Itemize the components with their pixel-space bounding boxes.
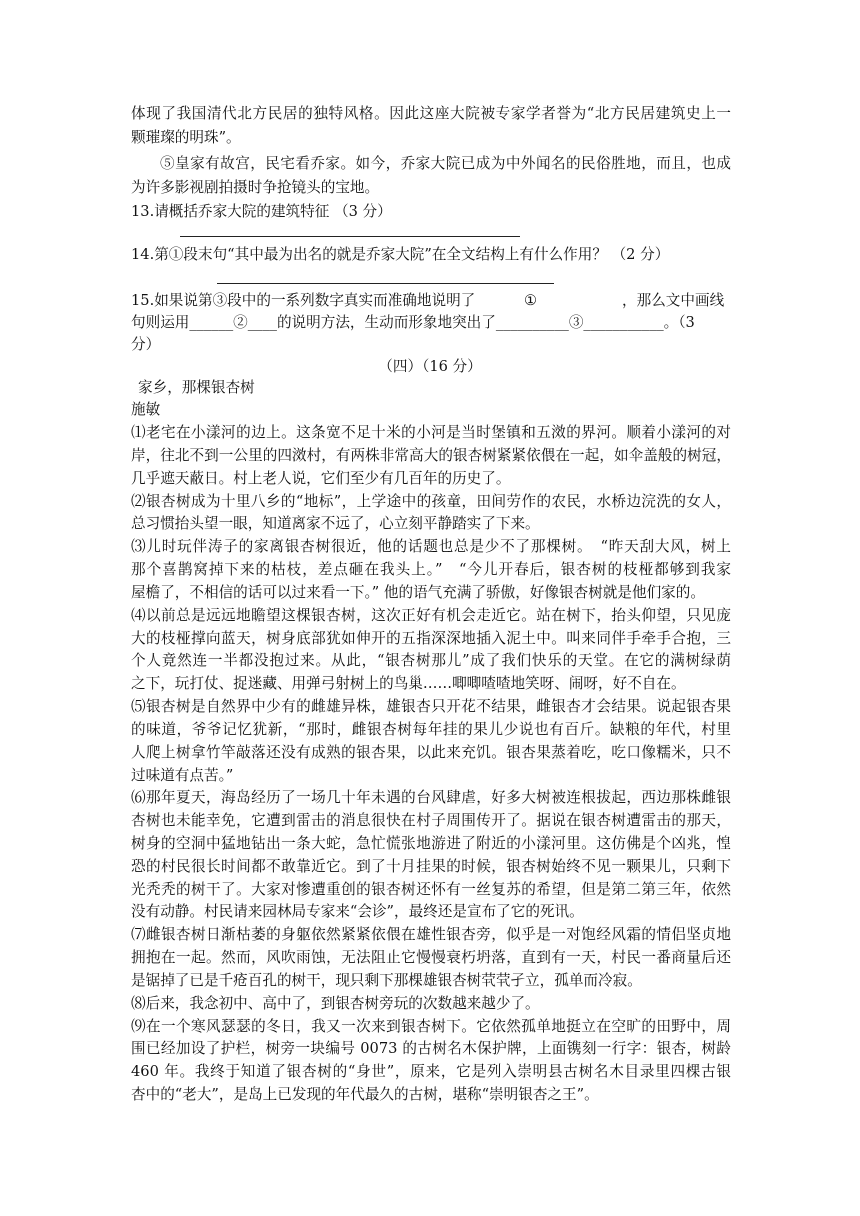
article-paragraph-5-line-1: ⑸银杏树是自然界中少有的雌雄异株，雄银杏只开花不结果，雌银杏才会结果。说起银杏果 [131, 698, 731, 715]
article-paragraph-4-line-2: 大的枝桠撑向蓝天，树身底部犹如伸开的五指深深地插入泥土中。叫来同伴手牵手合抱，三 [131, 629, 731, 647]
p4-tail-line-2: 颗璀璨的明珠”。 [131, 129, 241, 146]
article-paragraph-4-line-1: ⑷以前总是远远地瞻望这棵银杏树，这次正好有机会走近它。站在树下，抬头仰望，只见庞 [131, 606, 731, 624]
question-15-mark-1: ① [524, 292, 538, 309]
article-paragraph-4-line-4: 之下，玩打仗、捉迷藏、用弹弓射树上的鸟巢……唧唧喳喳地笑呀、闹呀，好不自在。 [131, 675, 686, 693]
article-paragraph-6-line-5: 光秃秃的树干了。大家对惨遭重创的银杏树还怀有一丝复苏的希望，但是第二第三年，依然 [131, 880, 731, 898]
p5-line-1: ⑤皇家有故宫，民宅看乔家。如今，乔家大院已成为中外闻名的民俗胜地，而且，也成 [160, 155, 731, 172]
answer-line-14 [217, 283, 554, 284]
article-paragraph-3-line-2: 那个喜鹊窝掉下来的枯枝，差点砸在我头上。” “今儿开春后，银杏树的枝桠都够到我家 [131, 561, 731, 578]
answer-line-13 [180, 236, 520, 237]
article-paragraph-5-line-4: 过味道有点苦。” [131, 766, 234, 784]
section-4-header: （四）（16 分） [378, 358, 482, 375]
article-paragraph-7-line-2: 拥抱在一起。然而，风吹雨蚀，无法阻止它慢慢衰朽坍落，直到有一天，村民一番商量后还 [131, 949, 731, 967]
article-paragraph-9-line-3: 460 年。我终于知道了银杏树的“身世”，原来，它是列入崇明县古树名木目录里四棵古银 [131, 1063, 731, 1081]
p4-tail-line-1: 体现了我国清代北方民居的独特风格。因此这座大院被专家学者誉为“北方民居建筑史上一 [131, 105, 731, 122]
article-paragraph-2-line-2: 总习惯抬头望一眼，知道离家不远了，心立刻平静踏实了下来。 [131, 515, 540, 533]
article-paragraph-6-line-3: 树身的空洞中猛地钻出一条大蛇，急忙慌张地游进了附近的小漾河里。这仿佛是个凶兆，惶 [131, 834, 731, 852]
article-paragraph-1-line-3: 几乎遮天蔽日。村上老人说，它们至少有几百年的历史了。 [131, 469, 511, 487]
article-paragraph-3-line-1: ⑶儿时玩伴涛子的家离银杏树很近，他的话题也总是少不了那棵树。 “昨天刮大风，树上 [131, 538, 731, 556]
question-13: 13.请概括乔家大院的建筑特征 （3 分） [131, 203, 392, 220]
article-paragraph-4-line-3: 个人竟然连一半都没抱过来。从此，“银杏树那儿”成了我们快乐的天堂。在它的满树绿荫 [131, 652, 731, 670]
article-paragraph-7-line-1: ⑺雌银杏树日渐枯萎的身躯依然紧紧依偎在雄性银杏旁，似乎是一对饱经风霜的情侣坚贞地 [131, 926, 731, 944]
article-paragraph-5-line-3: 人爬上树拿竹竿敲落还没有成熟的银杏果，以此来充饥。银杏果蒸着吃，吃口像糯米，只不 [131, 743, 731, 761]
article-paragraph-3-line-3: 屋檐了，不相信的话可以过来看一下。” 他的语气充满了骄傲，好像银杏树就是他们家的。 [131, 583, 705, 601]
article-paragraph-6-line-6: 没有动静。村民请来园林局专家来“会诊”，最终还是宣布了它的死讯。 [131, 903, 584, 921]
question-15-line-2: 句则运用______②____的说明方法，生动而形象地突出了__________③___________。（3 [131, 314, 695, 331]
p5-line-2: 为许多影视剧拍摄时争抢镜头的宝地。 [131, 179, 380, 196]
article-paragraph-9-line-1: ⑼在一个寒风瑟瑟的冬日，我又一次来到银杏树下。它依然孤单地挺立在空旷的田野中，周 [131, 1017, 731, 1035]
question-15-line-3: 分） [131, 336, 161, 353]
article-paragraph-9-line-4: 杏中的“老大”，是岛上已发现的年代最久的古树，堪称“崇明银杏之王”。 [131, 1086, 599, 1104]
question-14: 14.第①段末句“其中最为出名的就是乔家大院”在全文结构上有什么作用？ （2 分） [131, 246, 670, 263]
article-paragraph-6-line-4: 恐的村民很长时间都不敢靠近它。到了十月挂果的时候，银杏树始终不见一颗果儿，只剩下 [131, 857, 731, 875]
article-paragraph-1-line-2: 岸，往北不到一公里的四滧村，有两株非常高大的银杏树紧紧依偎在一起，如伞盖般的树冠， [131, 446, 731, 464]
article-paragraph-9-line-2: 围已经加设了护栏，树旁一块编号 0073 的古树名木保护牌，上面镌刻一行字：银杏，树龄 [131, 1040, 731, 1058]
article-author: 施敏 [131, 401, 161, 418]
article-paragraph-2-line-1: ⑵银杏树成为十里八乡的“地标”，上学途中的孩童，田间劳作的农民，水桥边浣洗的女人， [131, 492, 731, 510]
article-paragraph-6-line-2: 杏树也未能幸免，它遭到雷击的消息很快在村子周围传开了。据说在银杏树遭雷击的那天， [131, 812, 731, 830]
question-15-b: ，那么文中画线 [622, 292, 725, 309]
article-paragraph-1-line-1: ⑴老宅在小漾河的边上。这条宽不足十米的小河是当时堡镇和五滧的界河。顺着小漾河的对 [131, 424, 731, 441]
question-15-a: 15.如果说第③段中的一系列数字真实而准确地说明了 [131, 292, 476, 309]
article-paragraph-7-line-3: 是锯掉了已是千疮百孔的树干，现只剩下那棵雄银杏树茕茕孑立，孤单而冷寂。 [131, 971, 642, 989]
article-paragraph-6-line-1: ⑹那年夏天，海岛经历了一场几十年未遇的台风肆虐，好多大树被连根拔起，西边那株雌银 [131, 789, 731, 807]
article-paragraph-8-line-1: ⑻后来，我念初中、高中了，到银杏树旁玩的次数越来越少了。 [131, 994, 540, 1012]
article-title: 家乡，那棵银杏树 [138, 379, 255, 396]
article-paragraph-5-line-2: 的味道，爷爷记忆犹新，“那时，雌银杏树每年挂的果儿少说也有百斤。缺粮的年代，村里 [131, 720, 731, 738]
